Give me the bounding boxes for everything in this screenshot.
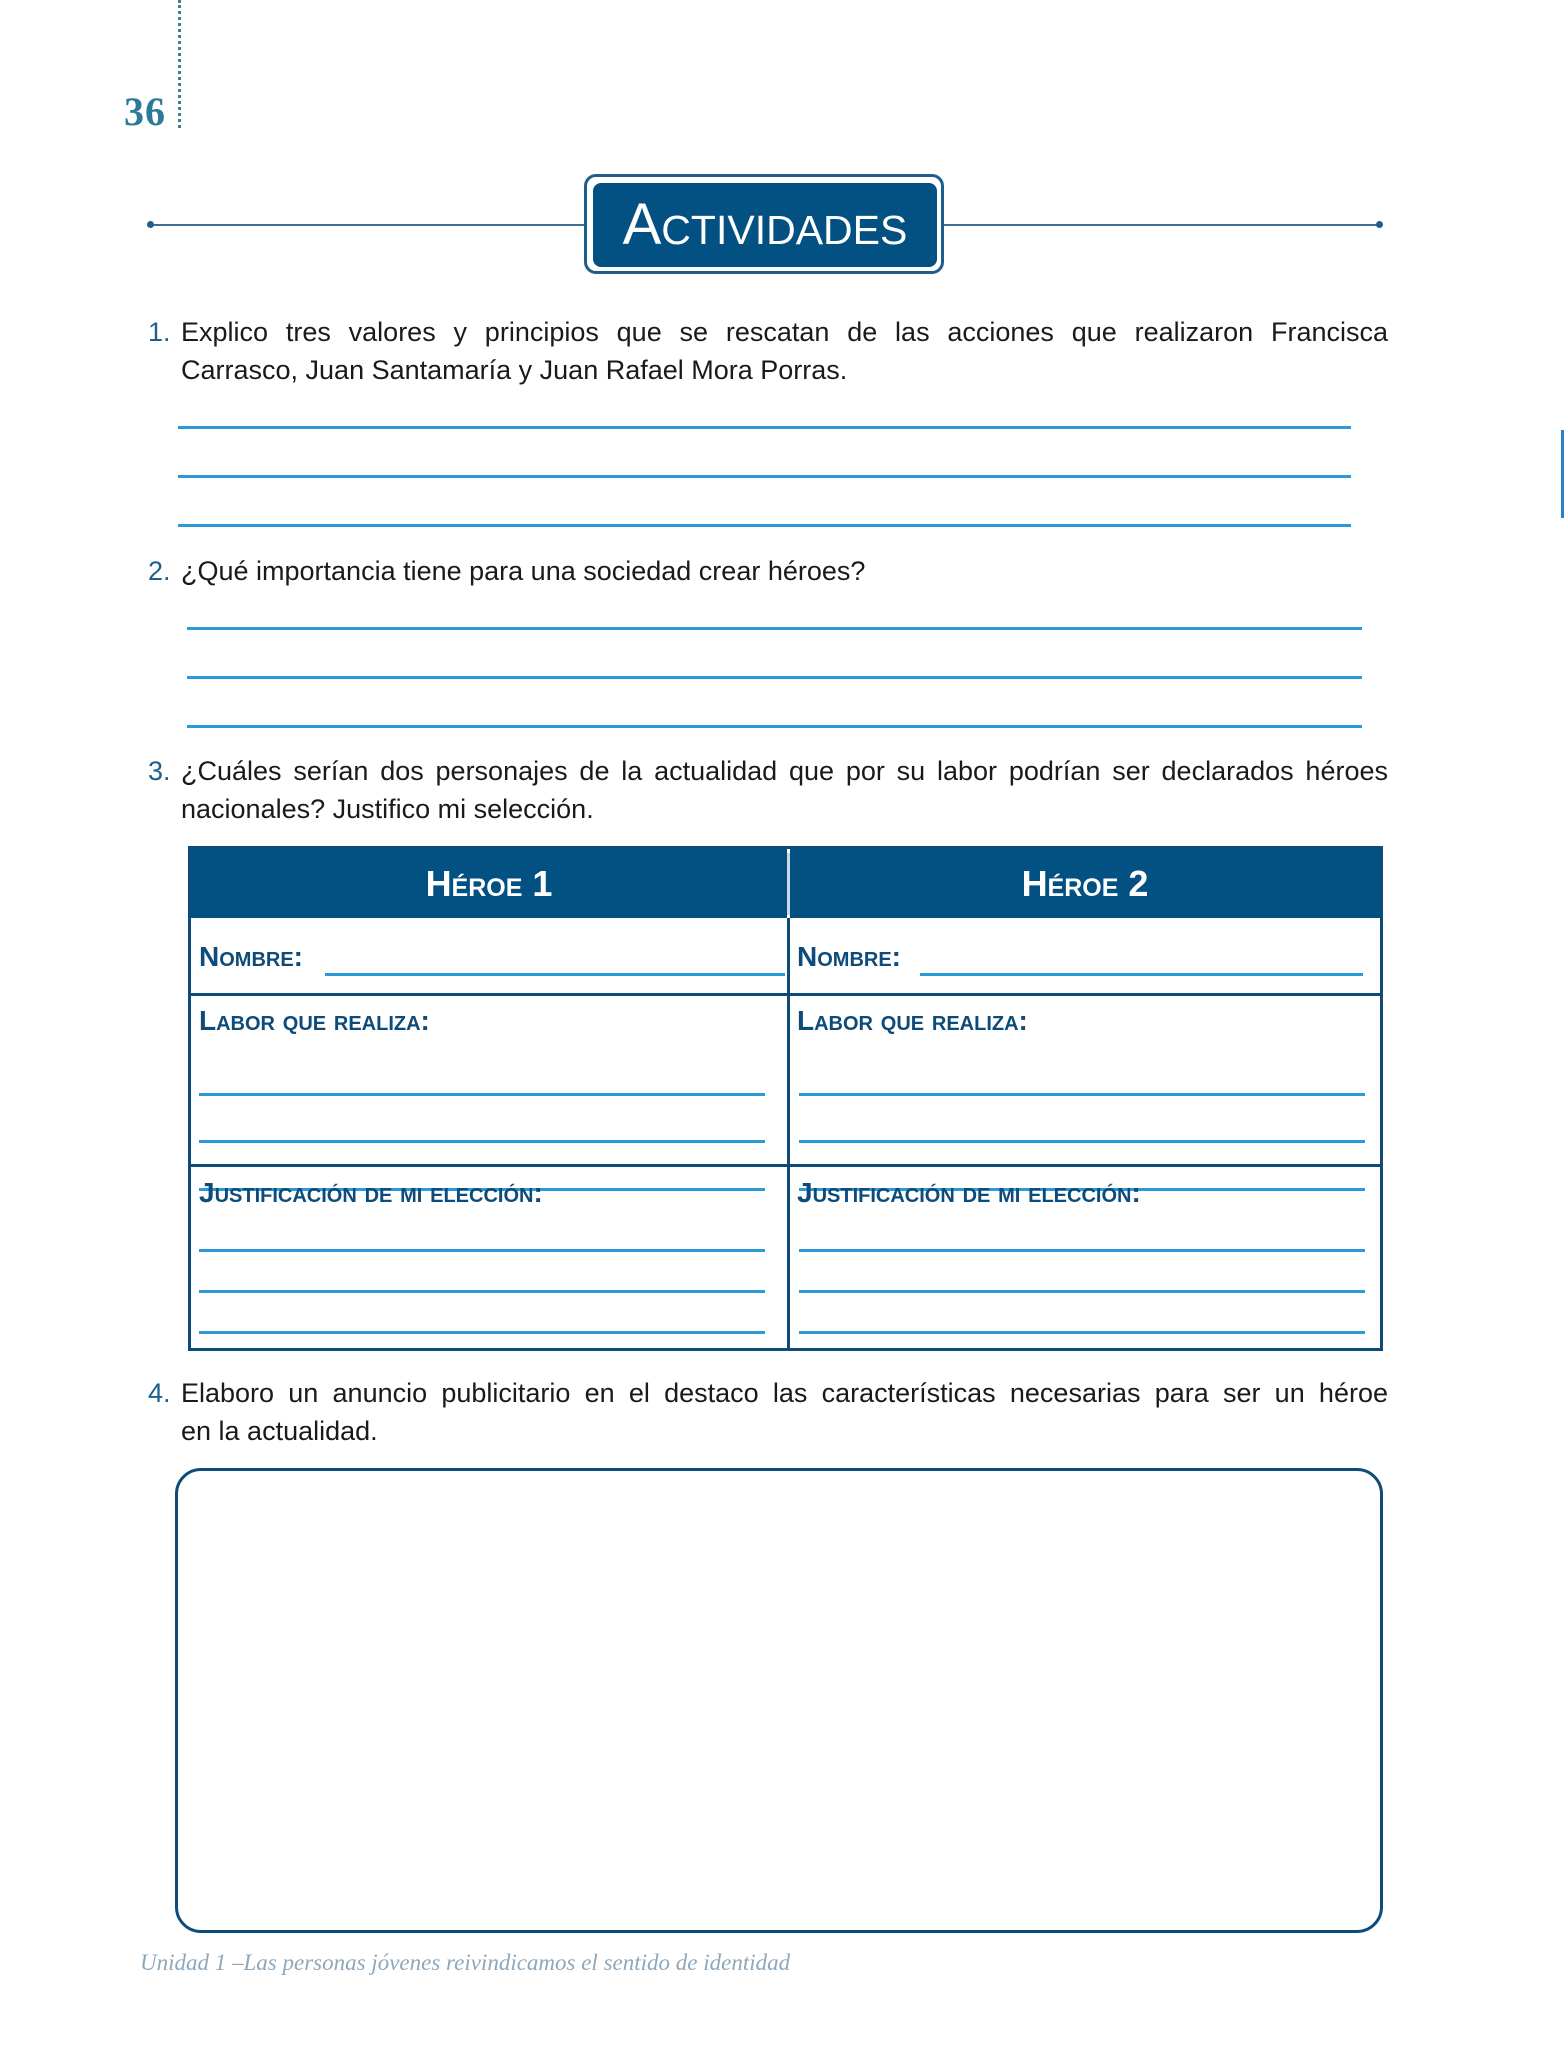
section-title: Actividades <box>622 192 908 257</box>
hero-2-justification-line[interactable] <box>799 1331 1365 1334</box>
row-divider <box>191 1164 1380 1167</box>
question-number: 4. <box>148 1378 171 1408</box>
column-divider <box>787 918 790 1348</box>
hero-2-labor-line[interactable] <box>799 1093 1365 1096</box>
row-divider <box>191 993 1380 996</box>
margin-dotted-rule <box>178 0 181 128</box>
hero-1-justification-line[interactable] <box>199 1249 765 1252</box>
labor-label: Labor que realiza: <box>797 1005 1028 1036</box>
question-3 <box>148 752 1388 828</box>
question-number: 1. <box>148 317 171 347</box>
question-2 <box>148 552 1388 590</box>
hero-1-labor-line[interactable] <box>199 1093 765 1096</box>
name-label: Nombre: <box>797 941 901 972</box>
question-text-line1: Explico tres valores y principios que se rescatan de las acciones que realizaron Francisca <box>181 317 1388 347</box>
hero-2-justification-line[interactable] <box>799 1290 1365 1293</box>
question-text-line2: en la actualidad. <box>181 1416 378 1446</box>
question-text-line1: ¿Qué importancia tiene para una sociedad crear héroes? <box>181 556 866 586</box>
answer-line[interactable] <box>187 676 1362 679</box>
table-header-hero-1 <box>191 849 787 918</box>
question-text-line1: Elaboro un anuncio publicitario en el destaco las características necesarias para ser un héroe <box>181 1378 1388 1408</box>
question-text <box>181 313 1388 389</box>
table-header-label: Héroe 2 <box>1021 862 1149 904</box>
justification-label: Justificación de mi elección: <box>199 1177 543 1208</box>
answer-line[interactable] <box>187 627 1362 630</box>
question-number: 3. <box>148 756 171 786</box>
labor-label: Labor que realiza: <box>199 1005 430 1036</box>
rule-dot-left <box>147 221 154 228</box>
question-text-line2: Carrasco, Juan Santamaría y Juan Rafael Mora Porras. <box>181 355 848 385</box>
justification-label: Justificación de mi elección: <box>797 1177 1141 1208</box>
advertisement-drawing-area[interactable] <box>175 1468 1383 1933</box>
question-1 <box>148 313 1388 389</box>
rule-dot-right <box>1376 221 1383 228</box>
table-header-label: Héroe 1 <box>425 862 553 904</box>
title-rule-left <box>150 224 586 226</box>
question-text <box>181 752 1388 828</box>
answer-line[interactable] <box>178 475 1351 478</box>
hero-2-justification-line[interactable] <box>799 1249 1365 1252</box>
hero-table <box>188 846 1383 1351</box>
header-divider <box>787 853 790 915</box>
question-text-line2: nacionales? Justifico mi selección. <box>181 794 594 824</box>
name-label: Nombre: <box>199 941 303 972</box>
question-text-line1: ¿Cuáles serían dos personajes de la actualidad que por su labor podrían ser declarados héroes <box>181 756 1388 786</box>
hero-1-justification-line[interactable] <box>199 1331 765 1334</box>
table-header-hero-2 <box>790 849 1380 918</box>
question-text <box>181 1374 1388 1450</box>
hero-2-name-field[interactable] <box>920 973 1363 976</box>
hero-1-justification-line[interactable] <box>199 1290 765 1293</box>
section-title-banner <box>593 183 937 267</box>
answer-line[interactable] <box>178 524 1351 527</box>
hero-1-name-field[interactable] <box>325 973 785 976</box>
page-number: 36 <box>124 89 166 134</box>
question-number: 2. <box>148 556 171 586</box>
title-rule-right <box>944 224 1380 226</box>
page-footer: Unidad 1 –Las personas jóvenes reivindicamos el sentido de identidad <box>140 1950 791 1975</box>
question-text <box>181 552 1388 590</box>
answer-line[interactable] <box>187 725 1362 728</box>
hero-1-labor-line[interactable] <box>199 1140 765 1143</box>
hero-2-labor-line[interactable] <box>799 1140 1365 1143</box>
question-4 <box>148 1374 1388 1450</box>
answer-line[interactable] <box>178 426 1351 429</box>
